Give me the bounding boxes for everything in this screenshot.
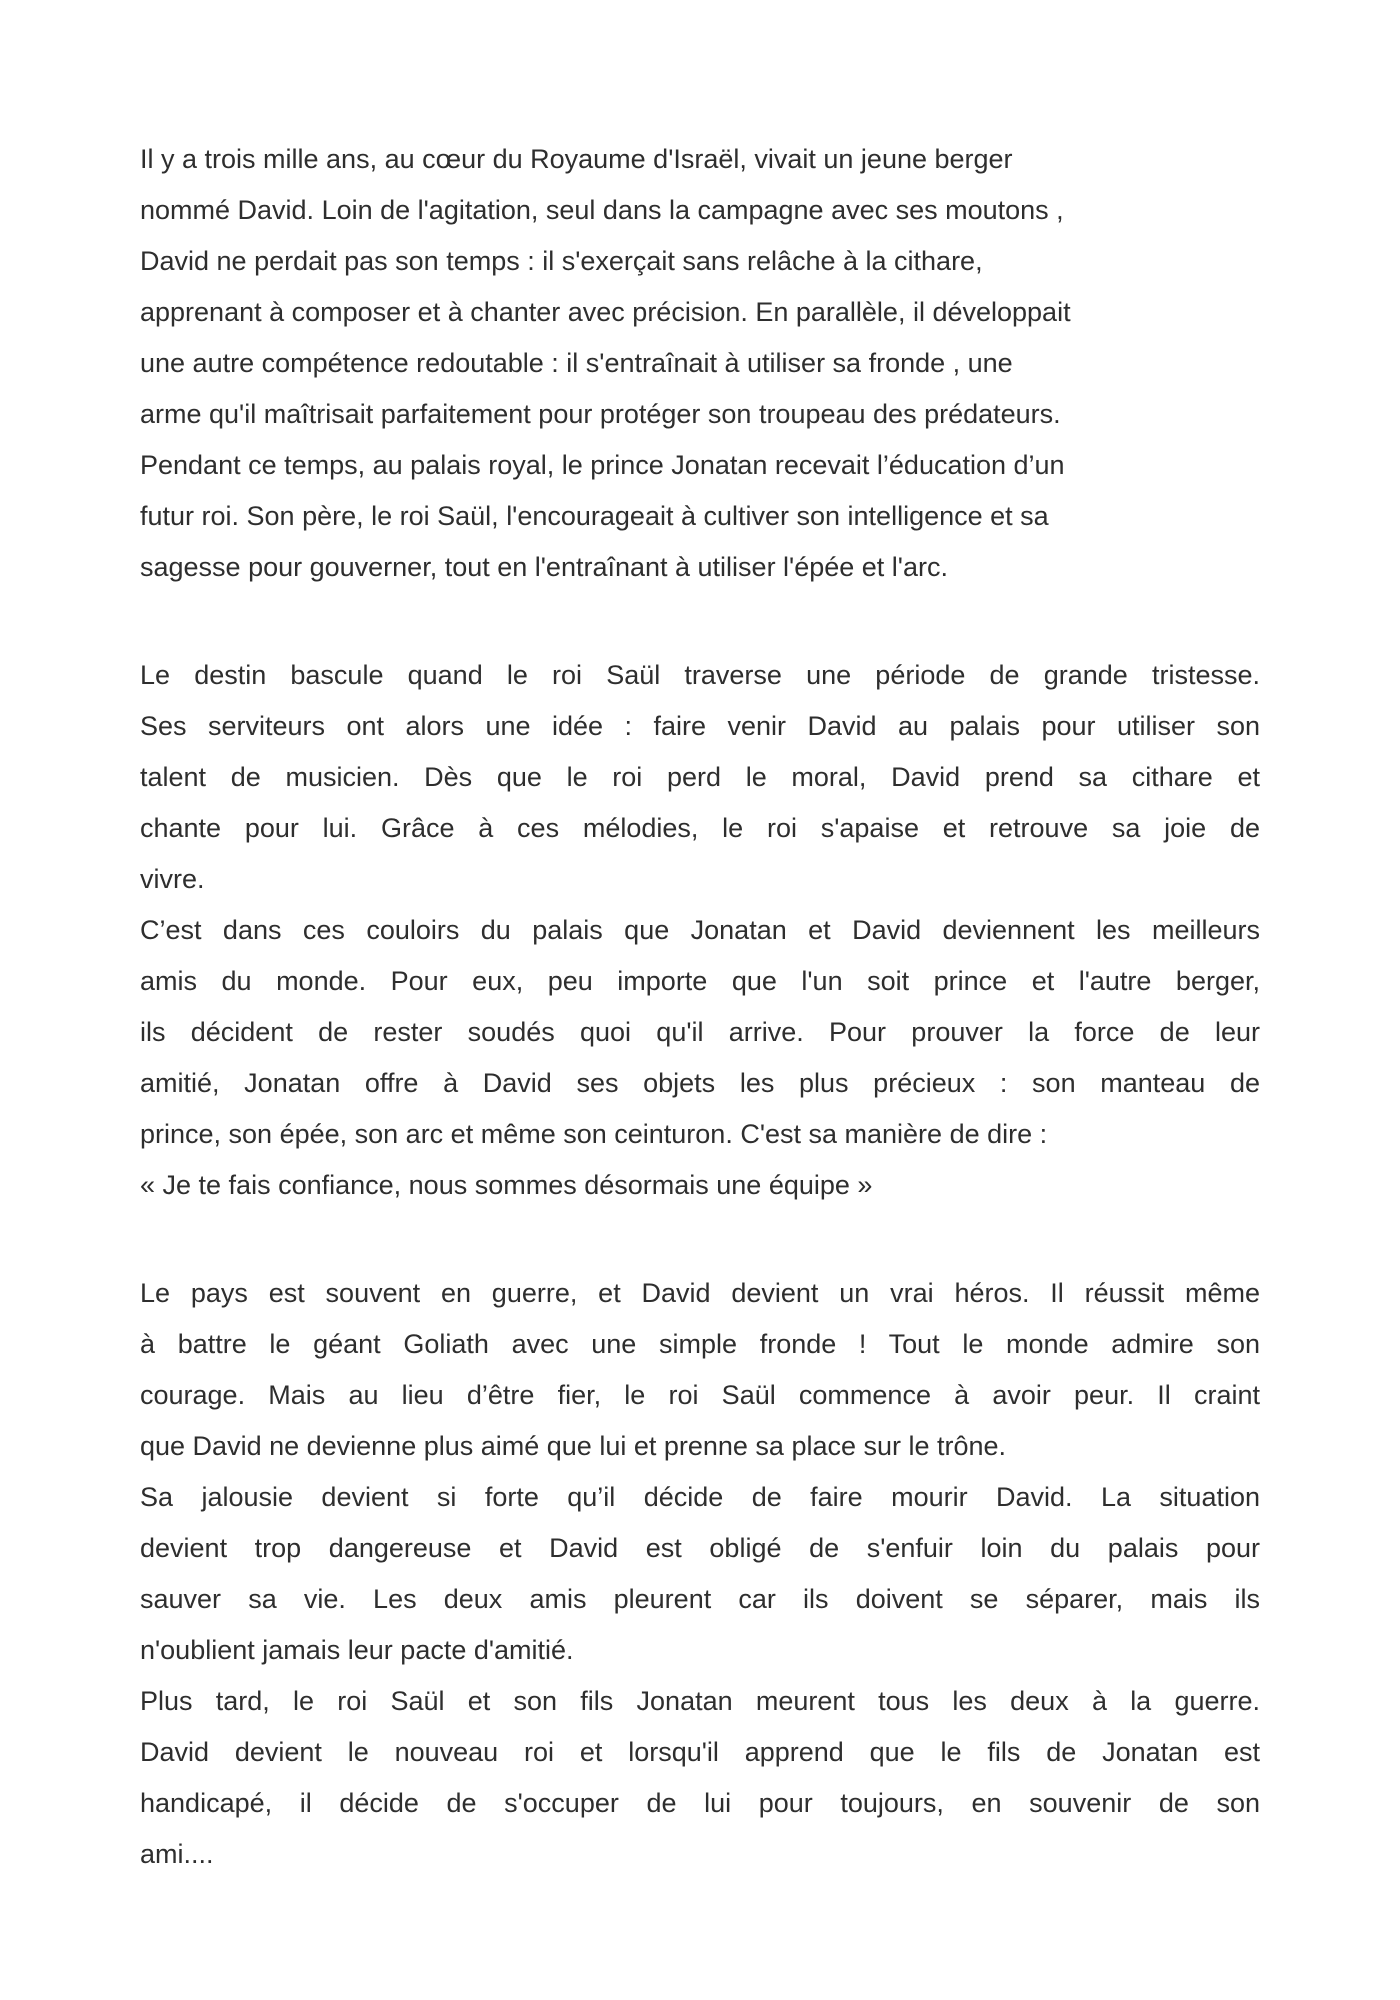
text-line: Sa jalousie devient si forte qu’il décide de faire mourir David. La situation bbox=[140, 1482, 1260, 1512]
paragraph-guerre-heros bbox=[140, 1268, 1260, 1472]
text-line: amitié, Jonatan offre à David ses objets les plus précieux : son manteau de bbox=[140, 1068, 1260, 1098]
text-line: Le destin bascule quand le roi Saül traverse une période de grande tristesse. bbox=[140, 660, 1260, 690]
text-line: Le pays est souvent en guerre, et David devient un vrai héros. Il réussit même bbox=[140, 1278, 1260, 1308]
text-line: sauver sa vie. Les deux amis pleurent car ils doivent se séparer, mais ils bbox=[140, 1584, 1260, 1614]
text-line: Pendant ce temps, au palais royal, le prince Jonatan recevait l’éducation d’un bbox=[140, 450, 1065, 480]
paragraph-intro-david bbox=[140, 134, 1260, 593]
text-line: amis du monde. Pour eux, peu importe que l'un soit prince et l'autre berger, bbox=[140, 966, 1260, 996]
text-line: devient trop dangereuse et David est obligé de s'enfuir loin du palais pour bbox=[140, 1533, 1260, 1563]
paragraph-epilogue bbox=[140, 1676, 1260, 1880]
text-line: ami.... bbox=[140, 1839, 214, 1869]
paragraph-amitie bbox=[140, 905, 1260, 1211]
text-line: ils décident de rester soudés quoi qu'il arrive. Pour prouver la force de leur bbox=[140, 1017, 1260, 1047]
text-line: courage. Mais au lieu d’être fier, le roi Saül commence à avoir peur. Il craint bbox=[140, 1380, 1260, 1410]
text-line: David ne perdait pas son temps : il s'exerçait sans relâche à la cithare, bbox=[140, 246, 983, 276]
text-line: chante pour lui. Grâce à ces mélodies, le roi s'apaise et retrouve sa joie de bbox=[140, 813, 1260, 843]
text-line: futur roi. Son père, le roi Saül, l'encourageait à cultiver son intelligence et sa bbox=[140, 501, 1049, 531]
text-line: talent de musicien. Dès que le roi perd le moral, David prend sa cithare et bbox=[140, 762, 1260, 792]
text-line: prince, son épée, son arc et même son ceinturon. C'est sa manière de dire : bbox=[140, 1119, 1048, 1149]
text-line: une autre compétence redoutable : il s'entraînait à utiliser sa fronde , une bbox=[140, 348, 1013, 378]
text-line: vivre. bbox=[140, 864, 205, 894]
paragraph-destin-bascule bbox=[140, 650, 1260, 905]
text-line: « Je te fais confiance, nous sommes désormais une équipe » bbox=[140, 1170, 873, 1200]
text-line: handicapé, il décide de s'occuper de lui pour toujours, en souvenir de son bbox=[140, 1788, 1260, 1818]
text-line: apprenant à composer et à chanter avec précision. En parallèle, il développait bbox=[140, 297, 1071, 327]
text-line: David devient le nouveau roi et lorsqu'il apprend que le fils de Jonatan est bbox=[140, 1737, 1260, 1767]
text-line: n'oublient jamais leur pacte d'amitié. bbox=[140, 1635, 574, 1665]
text-line: Plus tard, le roi Saül et son fils Jonatan meurent tous les deux à la guerre. bbox=[140, 1686, 1260, 1716]
text-line: C’est dans ces couloirs du palais que Jonatan et David deviennent les meilleurs bbox=[140, 915, 1260, 945]
paragraph-jalousie bbox=[140, 1472, 1260, 1676]
text-line: sagesse pour gouverner, tout en l'entraînant à utiliser l'épée et l'arc. bbox=[140, 552, 948, 582]
text-line: à battre le géant Goliath avec une simple fronde ! Tout le monde admire son bbox=[140, 1329, 1260, 1359]
text-line: arme qu'il maîtrisait parfaitement pour protéger son troupeau des prédateurs. bbox=[140, 399, 1061, 429]
text-line: nommé David. Loin de l'agitation, seul dans la campagne avec ses moutons , bbox=[140, 195, 1064, 225]
text-line: que David ne devienne plus aimé que lui et prenne sa place sur le trône. bbox=[140, 1431, 1007, 1461]
text-block bbox=[140, 134, 1260, 1880]
text-line: Il y a trois mille ans, au cœur du Royaume d'Israël, vivait un jeune berger bbox=[140, 144, 1013, 174]
text-line: Ses serviteurs ont alors une idée : faire venir David au palais pour utiliser son bbox=[140, 711, 1260, 741]
